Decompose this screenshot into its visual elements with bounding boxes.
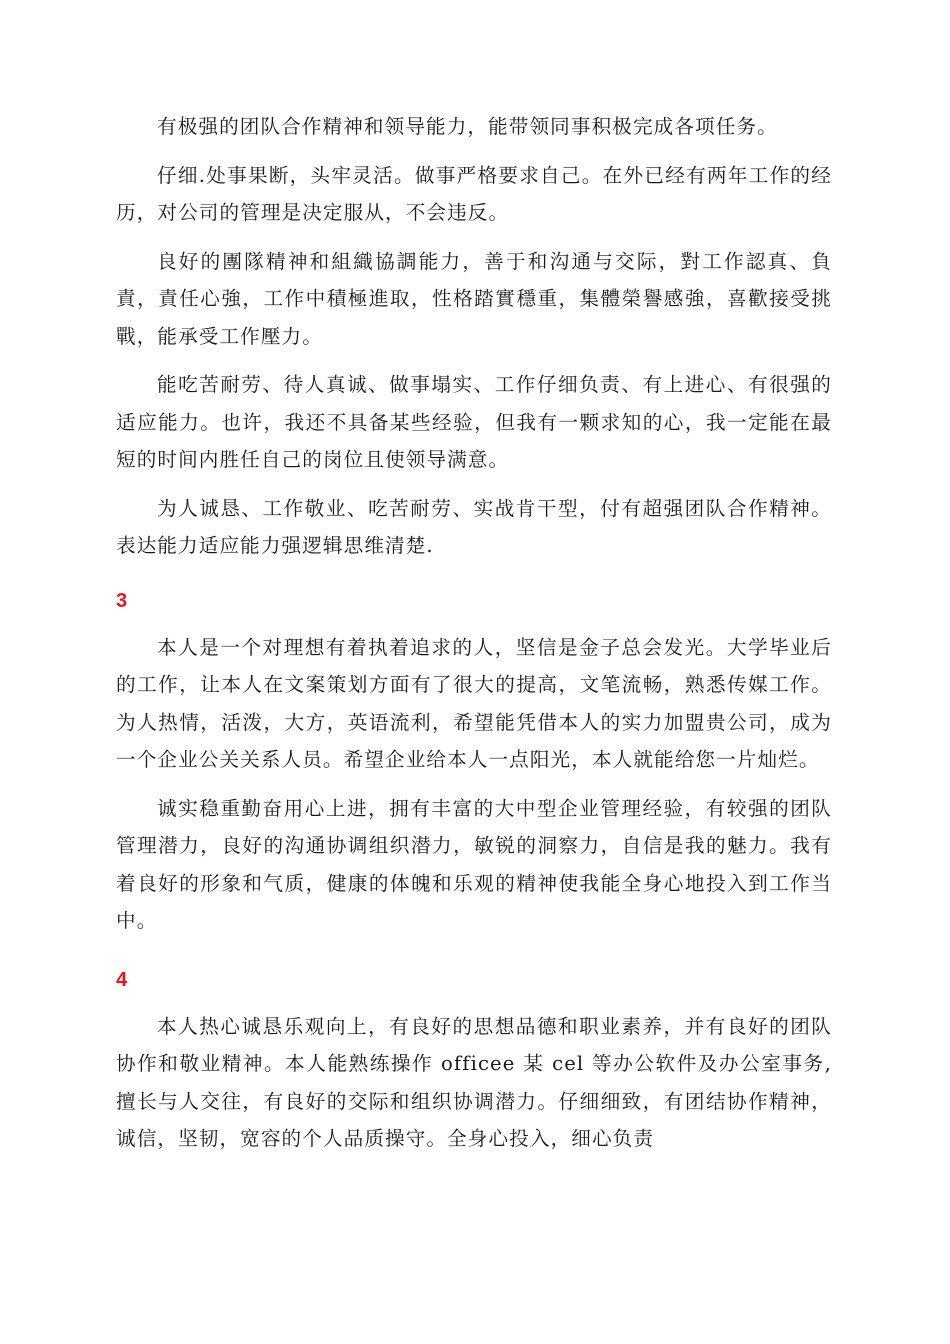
document-body	[116, 108, 832, 1158]
paragraph: 能吃苦耐劳、待人真诚、做事塌实、工作仔细负责、有上进心、有很强的适应能力。也许，我还不具备某些经验，但我有一颗求知的心，我一定能在最短的时间内胜任自己的岗位且使领导满意。	[116, 373, 832, 471]
paragraph: 本人热心诚恳乐观向上，有良好的思想品德和职业素养，并有良好的团队协作和敬业精神。本人能熟练操作 officee 某 cel 等办公软件及办公室事务,擅长与人交往，有良好的交际和组织协调潜力。仔细细致，有团结协作精神，诚信，坚韧，宽容的个人品质操守。全身心投入，细心负责	[116, 1014, 832, 1150]
paragraph: 良好的團隊精神和組織協調能力，善于和沟通与交际，對工作認真、負責，責任心強，工作中積極進取，性格踏實穩重，集體榮譽感強，喜歡接受挑戰，能承受工作壓力。	[116, 249, 832, 348]
paragraph: 有极强的团队合作精神和领导能力，能带领同事积极完成各项任务。	[157, 115, 778, 138]
paragraph: 本人是一个对理想有着执着追求的人，坚信是金子总会发光。大学毕业后的工作，让本人在文案策划方面有了很大的提高，文笔流畅，熟悉传媒工作。为人热情，活泼，大方，英语流利，希望能凭借本人的实力加盟贵公司，成为一个企业公关关系人员。希望企业给本人一点阳光，本人就能给您一片灿烂。	[116, 635, 832, 771]
paragraph: 仔细.处事果断，头牢灵活。做事严格要求自己。在外已经有两年工作的经历，对公司的管理是决定服从，不会违反。	[116, 163, 832, 224]
section-number-heading: 4	[116, 968, 128, 991]
paragraph: 为人诚恳、工作敬业、吃苦耐劳、实战肯干型，付有超强团队合作精神。表达能力适应能力强逻辑思维清楚.	[116, 496, 832, 557]
section-number-heading: 3	[116, 589, 128, 612]
paragraph: 诚实稳重勤奋用心上进，拥有丰富的大中型企业管理经验，有较强的团队管理潜力，良好的沟通协调组织潜力，敏锐的洞察力，自信是我的魅力。我有着良好的形象和气质，健康的体魄和乐观的精神使我能全身心地投入到工作当中。	[116, 796, 832, 932]
